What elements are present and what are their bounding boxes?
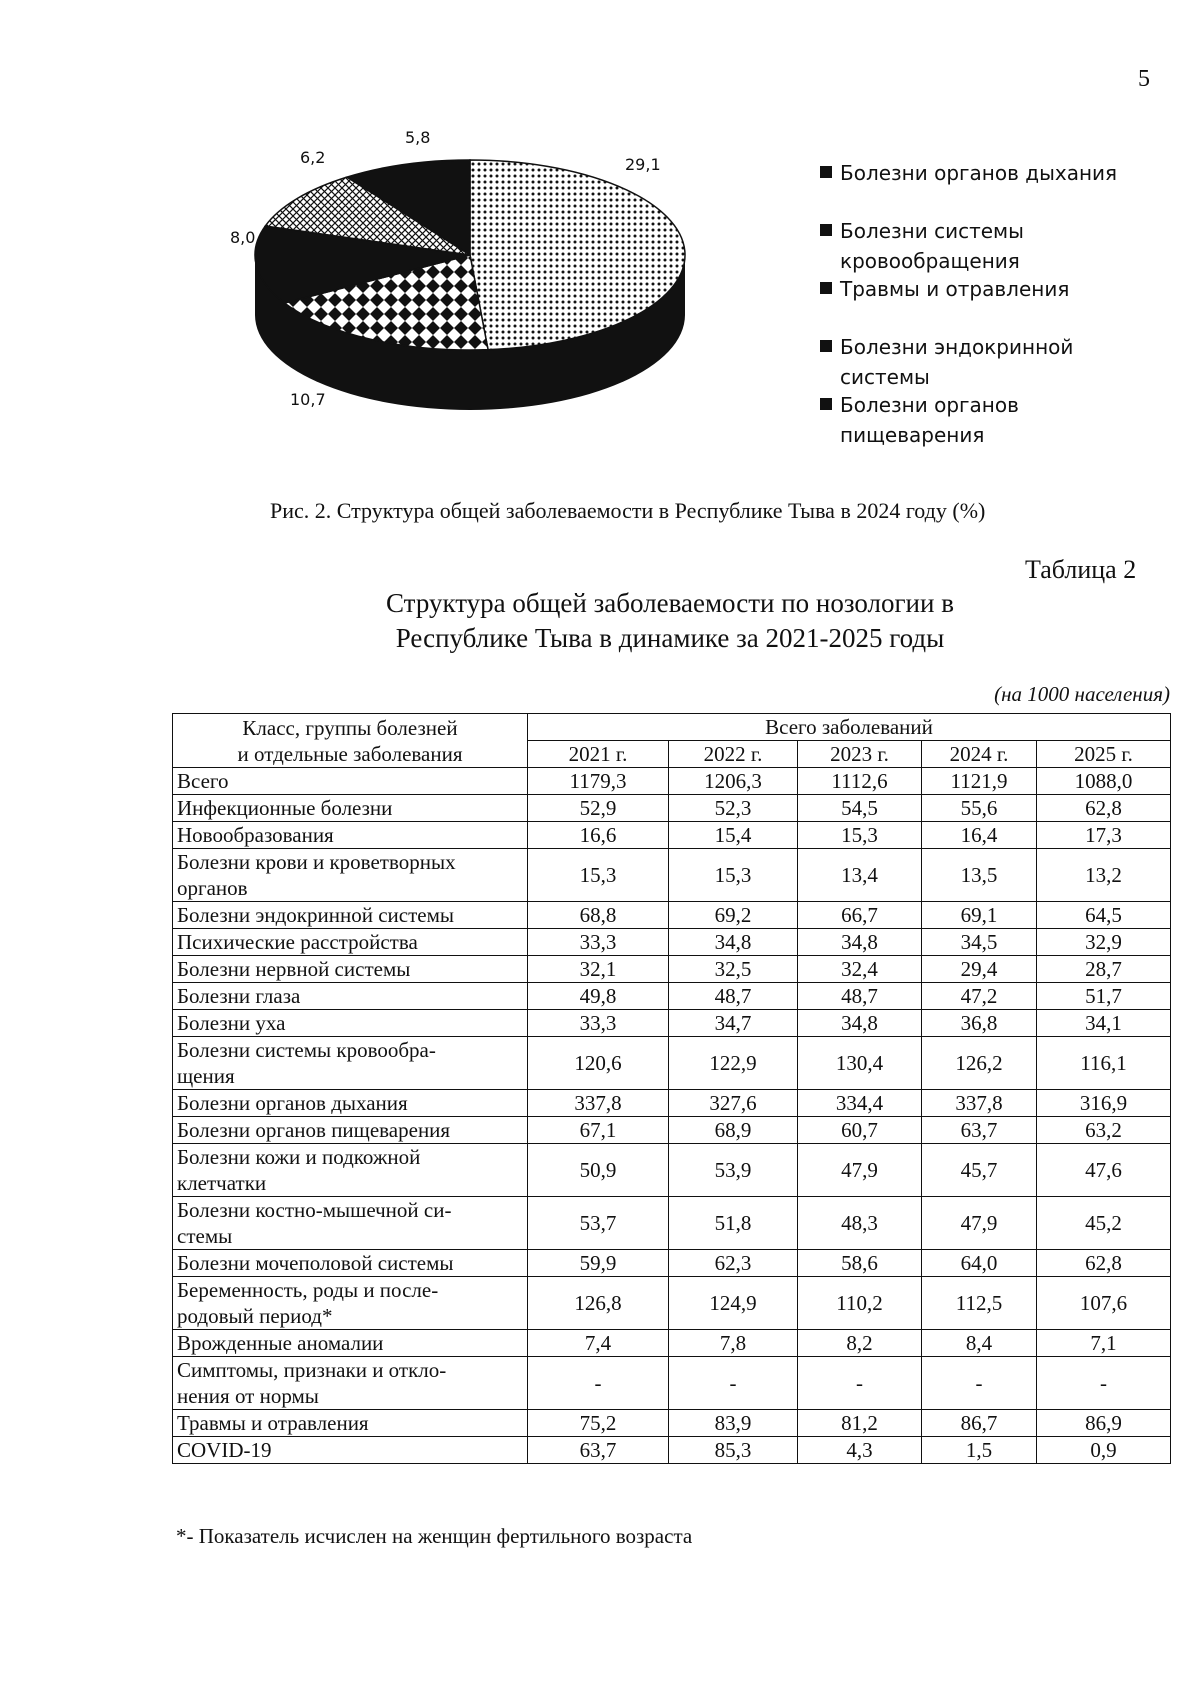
- value-cell: 1,5: [922, 1437, 1037, 1464]
- row-label: Болезни кожи и подкожной клетчатки: [173, 1144, 528, 1197]
- value-cell: 47,9: [798, 1144, 922, 1197]
- morbidity-table: [172, 713, 1171, 1464]
- table-row: [173, 795, 1171, 822]
- value-cell: 52,3: [669, 795, 798, 822]
- value-cell: 34,7: [669, 1010, 798, 1037]
- value-cell: 55,6: [922, 795, 1037, 822]
- table-row: [173, 902, 1171, 929]
- table-row: [173, 983, 1171, 1010]
- value-cell: 81,2: [798, 1410, 922, 1437]
- row-label: Симптомы, признаки и откло- нения от нормы: [173, 1357, 528, 1410]
- value-cell: 126,2: [922, 1037, 1037, 1090]
- row-label: Врожденные аномалии: [173, 1330, 528, 1357]
- row-label: Всего: [173, 768, 528, 795]
- value-cell: 86,9: [1037, 1410, 1171, 1437]
- value-cell: 63,2: [1037, 1117, 1171, 1144]
- value-cell: 33,3: [528, 929, 669, 956]
- group-header: Всего заболеваний: [528, 714, 1171, 741]
- value-cell: 62,8: [1037, 795, 1171, 822]
- table-row: [173, 1090, 1171, 1117]
- value-cell: 32,5: [669, 956, 798, 983]
- value-cell: 29,4: [922, 956, 1037, 983]
- value-cell: 1088,0: [1037, 768, 1171, 795]
- value-cell: 85,3: [669, 1437, 798, 1464]
- year-header: 2024 г.: [922, 741, 1037, 768]
- value-cell: 7,1: [1037, 1330, 1171, 1357]
- table-row: [173, 1117, 1171, 1144]
- value-cell: 1179,3: [528, 768, 669, 795]
- value-cell: 17,3: [1037, 822, 1171, 849]
- row-label: COVID-19: [173, 1437, 528, 1464]
- row-label: Болезни глаза: [173, 983, 528, 1010]
- legend-item: [820, 216, 1180, 276]
- table-row: [173, 929, 1171, 956]
- value-cell: 34,8: [798, 1010, 922, 1037]
- year-header: 2025 г.: [1037, 741, 1171, 768]
- legend-swatch-icon: [820, 166, 832, 178]
- table-row: [173, 1277, 1171, 1330]
- value-cell: 63,7: [922, 1117, 1037, 1144]
- legend-label: Болезни системы: [840, 219, 1024, 243]
- table-row: [173, 1437, 1171, 1464]
- legend-swatch-icon: [820, 398, 832, 410]
- table-title-line: Структура общей заболеваемости по нозологии в: [386, 588, 954, 618]
- value-cell: -: [798, 1357, 922, 1410]
- value-cell: 36,8: [922, 1010, 1037, 1037]
- value-cell: 0,9: [1037, 1437, 1171, 1464]
- value-cell: 34,8: [669, 929, 798, 956]
- year-header: 2023 г.: [798, 741, 922, 768]
- value-cell: 45,2: [1037, 1197, 1171, 1250]
- pie-value-label: 10,7: [290, 390, 326, 409]
- legend-label: Болезни органов дыхания: [840, 161, 1118, 185]
- value-cell: 86,7: [922, 1410, 1037, 1437]
- table-label: Таблица 2: [1025, 555, 1137, 584]
- footnote: *- Показатель исчислен на женщин фертильного возраста: [176, 1524, 693, 1548]
- value-cell: -: [1037, 1357, 1171, 1410]
- units-note: (на 1000 населения): [994, 682, 1170, 706]
- value-cell: 53,9: [669, 1144, 798, 1197]
- value-cell: 34,5: [922, 929, 1037, 956]
- page-number: 5: [1138, 66, 1150, 92]
- value-cell: 130,4: [798, 1037, 922, 1090]
- value-cell: 16,6: [528, 822, 669, 849]
- table-row: [173, 1410, 1171, 1437]
- pie-value-label: 5,8: [405, 128, 431, 147]
- value-cell: 15,3: [528, 849, 669, 902]
- row-label: Болезни костно-мышечной си- стемы: [173, 1197, 528, 1250]
- value-cell: 337,8: [528, 1090, 669, 1117]
- row-label: Психические расстройства: [173, 929, 528, 956]
- value-cell: 15,3: [669, 849, 798, 902]
- value-cell: 32,4: [798, 956, 922, 983]
- value-cell: 34,8: [798, 929, 922, 956]
- value-cell: 64,5: [1037, 902, 1171, 929]
- value-cell: 7,8: [669, 1330, 798, 1357]
- value-cell: 75,2: [528, 1410, 669, 1437]
- value-cell: 122,9: [669, 1037, 798, 1090]
- table-title: [320, 586, 1020, 656]
- value-cell: 13,4: [798, 849, 922, 902]
- value-cell: 51,7: [1037, 983, 1171, 1010]
- legend-label: кровообращения: [840, 249, 1020, 273]
- legend-item: [820, 274, 1180, 304]
- value-cell: 49,8: [528, 983, 669, 1010]
- value-cell: 32,9: [1037, 929, 1171, 956]
- year-header: 2022 г.: [669, 741, 798, 768]
- value-cell: 58,6: [798, 1250, 922, 1277]
- value-cell: 16,4: [922, 822, 1037, 849]
- row-label: Болезни системы кровообра- щения: [173, 1037, 528, 1090]
- value-cell: 334,4: [798, 1090, 922, 1117]
- table-row: [173, 822, 1171, 849]
- table-row: [173, 768, 1171, 795]
- value-cell: 52,9: [528, 795, 669, 822]
- value-cell: 47,2: [922, 983, 1037, 1010]
- value-cell: 15,3: [798, 822, 922, 849]
- row-label: Болезни органов пищеварения: [173, 1117, 528, 1144]
- value-cell: 51,8: [669, 1197, 798, 1250]
- value-cell: 13,2: [1037, 849, 1171, 902]
- value-cell: 7,4: [528, 1330, 669, 1357]
- value-cell: 69,2: [669, 902, 798, 929]
- value-cell: 126,8: [528, 1277, 669, 1330]
- value-cell: 48,3: [798, 1197, 922, 1250]
- value-cell: 120,6: [528, 1037, 669, 1090]
- value-cell: 116,1: [1037, 1037, 1171, 1090]
- value-cell: 32,1: [528, 956, 669, 983]
- legend-swatch-icon: [820, 340, 832, 352]
- legend-item: [820, 390, 1180, 450]
- legend-item: [820, 158, 1180, 188]
- pie-value-label: 6,2: [300, 148, 326, 167]
- value-cell: 63,7: [528, 1437, 669, 1464]
- legend-label: Травмы и отравления: [840, 277, 1070, 301]
- value-cell: 124,9: [669, 1277, 798, 1330]
- value-cell: 8,2: [798, 1330, 922, 1357]
- row-label: Травмы и отравления: [173, 1410, 528, 1437]
- value-cell: 4,3: [798, 1437, 922, 1464]
- value-cell: 69,1: [922, 902, 1037, 929]
- row-label: Болезни нервной системы: [173, 956, 528, 983]
- table-row: [173, 1197, 1171, 1250]
- table-row: [173, 1357, 1171, 1410]
- value-cell: 50,9: [528, 1144, 669, 1197]
- legend-label: Болезни органов: [840, 393, 1019, 417]
- legend-swatch-icon: [820, 282, 832, 294]
- row-label: Болезни крови и кроветворных органов: [173, 849, 528, 902]
- value-cell: 33,3: [528, 1010, 669, 1037]
- legend-label: системы: [840, 365, 930, 389]
- value-cell: 83,9: [669, 1410, 798, 1437]
- table-row: [173, 956, 1171, 983]
- row-label: Болезни органов дыхания: [173, 1090, 528, 1117]
- value-cell: 1206,3: [669, 768, 798, 795]
- table-header-row: [173, 714, 1171, 741]
- value-cell: 68,9: [669, 1117, 798, 1144]
- value-cell: 60,7: [798, 1117, 922, 1144]
- value-cell: 59,9: [528, 1250, 669, 1277]
- row-label: Болезни мочеполовой системы: [173, 1250, 528, 1277]
- class-column-header: Класс, группы болезней и отдельные заболевания: [173, 714, 528, 768]
- table-row: [173, 1250, 1171, 1277]
- value-cell: 62,8: [1037, 1250, 1171, 1277]
- value-cell: 53,7: [528, 1197, 669, 1250]
- value-cell: 47,9: [922, 1197, 1037, 1250]
- row-label: Болезни эндокринной системы: [173, 902, 528, 929]
- row-label: Инфекционные болезни: [173, 795, 528, 822]
- table-title-line: Республике Тыва в динамике за 2021-2025 годы: [395, 623, 945, 653]
- value-cell: 8,4: [922, 1330, 1037, 1357]
- row-label: Болезни уха: [173, 1010, 528, 1037]
- pie-value-label: 29,1: [625, 155, 661, 174]
- value-cell: 107,6: [1037, 1277, 1171, 1330]
- value-cell: 48,7: [798, 983, 922, 1010]
- value-cell: 68,8: [528, 902, 669, 929]
- table-row: [173, 1330, 1171, 1357]
- value-cell: 67,1: [528, 1117, 669, 1144]
- value-cell: 1121,9: [922, 768, 1037, 795]
- value-cell: -: [528, 1357, 669, 1410]
- value-cell: 45,7: [922, 1144, 1037, 1197]
- legend-label: пищеварения: [840, 423, 985, 447]
- value-cell: -: [669, 1357, 798, 1410]
- value-cell: 15,4: [669, 822, 798, 849]
- value-cell: 48,7: [669, 983, 798, 1010]
- value-cell: 110,2: [798, 1277, 922, 1330]
- legend-item: [820, 332, 1180, 392]
- value-cell: 1112,6: [798, 768, 922, 795]
- table-row: [173, 1144, 1171, 1197]
- table-row: [173, 849, 1171, 902]
- value-cell: 34,1: [1037, 1010, 1171, 1037]
- pie-chart: [230, 125, 790, 455]
- value-cell: 13,5: [922, 849, 1037, 902]
- value-cell: 54,5: [798, 795, 922, 822]
- value-cell: 316,9: [1037, 1090, 1171, 1117]
- row-label: Новообразования: [173, 822, 528, 849]
- pie-value-label: 8,0: [230, 228, 256, 247]
- value-cell: 327,6: [669, 1090, 798, 1117]
- legend-label: Болезни эндокринной: [840, 335, 1074, 359]
- value-cell: 28,7: [1037, 956, 1171, 983]
- legend-swatch-icon: [820, 224, 832, 236]
- value-cell: 47,6: [1037, 1144, 1171, 1197]
- table-row: [173, 1010, 1171, 1037]
- value-cell: -: [922, 1357, 1037, 1410]
- table-row: [173, 1037, 1171, 1090]
- row-label: Беременность, роды и после- родовый период*: [173, 1277, 528, 1330]
- year-header: 2021 г.: [528, 741, 669, 768]
- value-cell: 66,7: [798, 902, 922, 929]
- value-cell: 112,5: [922, 1277, 1037, 1330]
- value-cell: 337,8: [922, 1090, 1037, 1117]
- figure-caption: Рис. 2. Структура общей заболеваемости в Республике Тыва в 2024 году (%): [270, 498, 986, 523]
- value-cell: 62,3: [669, 1250, 798, 1277]
- value-cell: 64,0: [922, 1250, 1037, 1277]
